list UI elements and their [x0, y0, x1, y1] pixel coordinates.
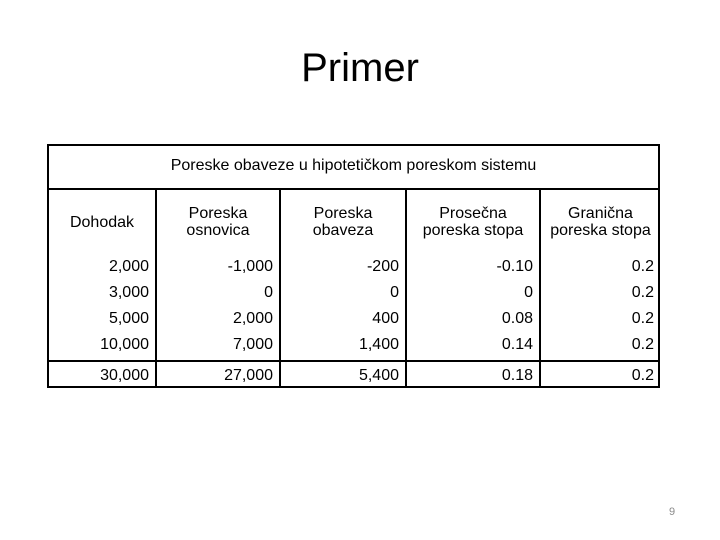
table-cell: 0.14 — [501, 336, 533, 353]
header-poreska-osnovica: Poreska osnovica — [186, 205, 250, 239]
table-cell: 10,000 — [100, 336, 149, 353]
table-caption: Poreske obaveze u hipotetičkom poreskom sistemu — [49, 146, 658, 190]
page-number: 9 — [668, 506, 676, 518]
table-cell: -1,000 — [227, 258, 273, 275]
table-cell: 0 — [264, 284, 273, 301]
tax-table — [47, 144, 660, 388]
table-cell: 0.2 — [631, 310, 654, 327]
table-cell: 27,000 — [224, 367, 273, 384]
table-cell: 2,000 — [108, 258, 149, 275]
table-cell: 0.2 — [631, 336, 654, 353]
table-cell: 0 — [390, 284, 399, 301]
header-dohodak: Dohodak — [69, 213, 135, 231]
header-granicna-poreska-stopa: Granična poreska stopa — [550, 205, 651, 239]
table-cell: 30,000 — [100, 367, 149, 384]
table-cell: 5,400 — [358, 367, 399, 384]
header-poreska-obaveza: Poreska obaveza — [312, 205, 374, 239]
table-cell: 1,400 — [358, 336, 399, 353]
table-cell: -200 — [366, 258, 399, 275]
table-cell: 0.08 — [501, 310, 533, 327]
slide-title: Primer — [301, 46, 419, 90]
table-cell: 7,000 — [232, 336, 273, 353]
row-divider — [49, 360, 658, 362]
table-cell: 0.2 — [631, 284, 654, 301]
table-cell: 400 — [372, 310, 399, 327]
table-cell: -0.10 — [496, 258, 533, 275]
table-cell: 2,000 — [232, 310, 273, 327]
table-cell: 5,000 — [108, 310, 149, 327]
table-cell: 0.2 — [631, 258, 654, 275]
table-cell: 0 — [524, 284, 533, 301]
table-cell: 3,000 — [108, 284, 149, 301]
table-cell: 0.18 — [501, 367, 533, 384]
header-prosecna-poreska-stopa: Prosečna poreska stopa — [422, 205, 524, 239]
table-cell: 0.2 — [631, 367, 654, 384]
